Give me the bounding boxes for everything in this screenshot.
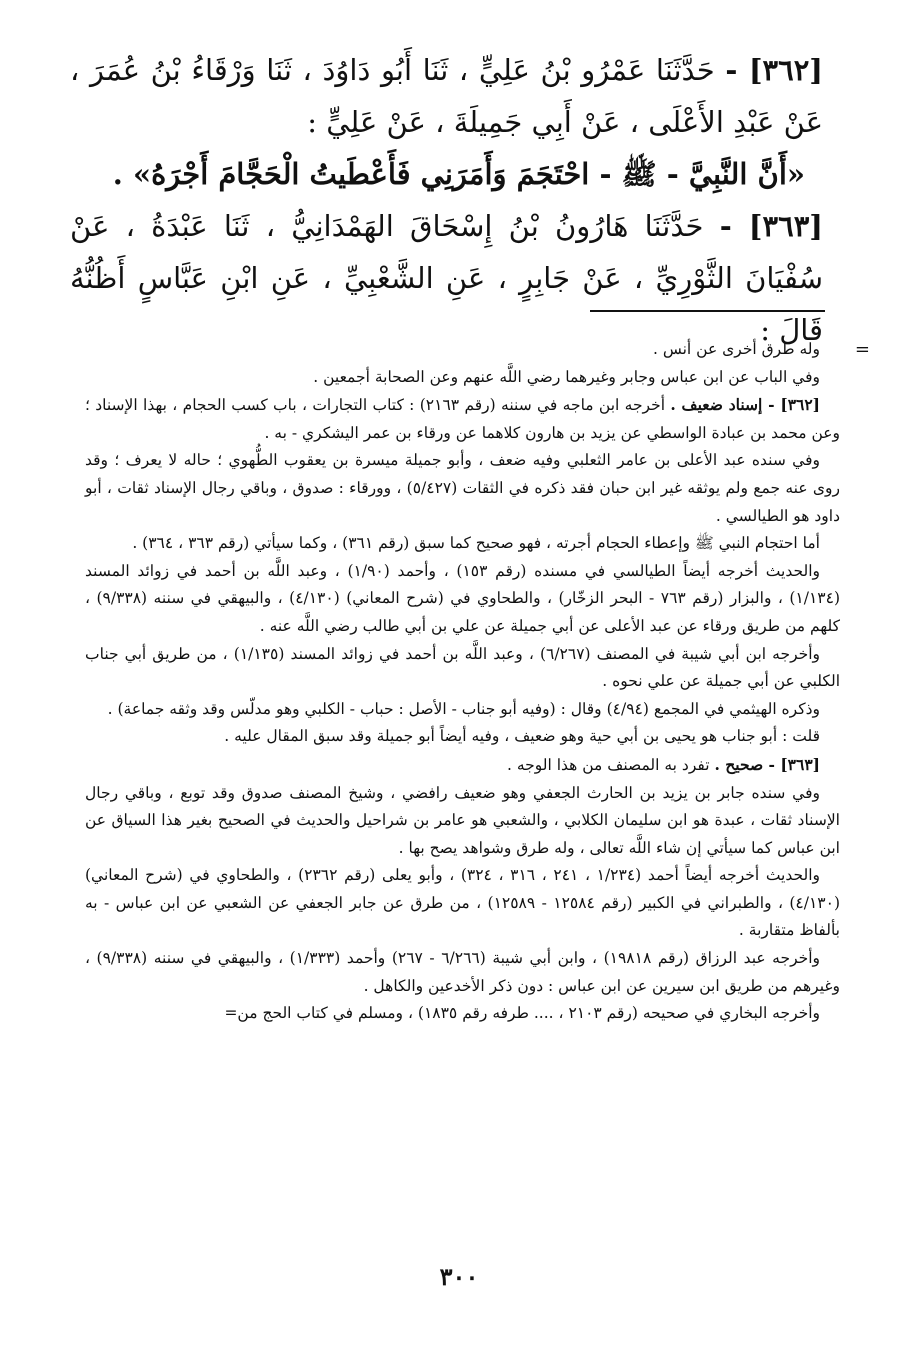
hadith-isnad: حَدَّثَنَا عَمْرُو بْنُ عَلِيٍّ ، ثَنَا أَبُو دَاوُدَ ، ثَنَا وَرْقَاءُ بْنُ عُمَرَ ، عَنْ عَبْدِ الأَعْلَى ، عَنْ أَبِي جَمِيلَةَ ، عَنْ عَلِيٍّ :: [70, 53, 823, 139]
footnote-paragraph: وذكره الهيثمي في المجمع (٤/٩٤) وقال : (وفيه أبو جناب - الأصل : حباب - الكلبي وهو مدلّس وقد وثقه جماعة) .: [107, 699, 820, 718]
footnote-paragraph: [85, 751, 840, 780]
footnote-text: أخرجه ابن ماجه في سننه (رقم ٢١٦٣) : كتاب التجارات ، باب كسب الحجام ، بهذا الإسناد ؛ وعن محمد بن عبادة الواسطي عن يزيد بن هارون كلاهما عن ورقاء بن عمر اليشكري - به .: [85, 396, 840, 442]
continuation-mark: =: [854, 339, 870, 360]
footnote-paragraph: وأخرجه ابن أبي شيبة في المصنف (٦/٢٦٧) ، وعبد اللَّه بن أحمد في زوائد المسند (١/١٣٥) ، من طريق أبي جناب الكلبي عن أبي جميلة عن علي نحوه .: [85, 644, 840, 691]
footnote-label: [٣٦٢] - إسناد ضعيف .: [670, 395, 821, 415]
footnote-paragraph: قلت : أبو جناب هو يحيى بن أبي حية وهو ضعيف ، وفيه أيضاً أبو جميلة وقد سبق المقال عليه .: [224, 727, 820, 746]
footnote-paragraph: أما احتجام النبي ﷺ وإعطاء الحجام أجرته ، فهو صحيح كما سبق (رقم ٣٦١) ، وكما سيأتي (رقم ٣٦٣ ، ٣٦٤) .: [132, 534, 820, 553]
hadith-number: [٣٦٢] -: [725, 53, 824, 87]
hadith-363: [70, 200, 823, 356]
hadith-matn: «أَنَّ النَّبِيَّ - ﷺ - احْتَجَمَ وَأَمَرَنِي فَأَعْطَيتُ الْحَجَّامَ أَجْرَهُ» .: [112, 157, 805, 191]
footnote-paragraph: وأخرجه عبد الرزاق (رقم ١٩٨١٨) ، وابن أبي شيبة (٦/٢٦٦ - ٢٦٧) وأحمد (١/٣٣٣) ، والبيهقي في سننه (٩/٣٣٨) ، وغيرهم من طريق ابن سيرين عن ابن عباس : دون ذكر الأخدعين والكاهل .: [85, 949, 840, 995]
page-number: ٣٠٠: [439, 1262, 479, 1291]
footnote-paragraph: والحديث أخرجه أيضاً أحمد (١/٢٣٤ ، ٢٤١ ، ٣١٦ ، ٣٢٤) ، وأبو يعلى (رقم ٢٣٦٢) ، والطحاوي في (شرح المعاني) (٤/١٣٠) ، والطبراني في الكبير (رقم ١٢٥٨٤ - ١٢٥٨٩) ، من طرق عن جابر الجعفي عن الشعبي عن ابن عباس - به بألفاظ متقاربة .: [85, 866, 840, 940]
footnote-paragraph: وأخرجه البخاري في صحيحه (رقم ٢١٠٣ ، .... طرفه رقم ١٨٣٥) ، ومسلم في كتاب الحج من=: [224, 1004, 820, 1023]
hadith-isnad: حَدَّثَنَا هَارُونُ بْنُ إِسْحَاقَ الهَمْدَانِيُّ ، ثَنَا عَبْدَةُ ، عَنْ سُفْيَانَ الثَّوْرِيِّ ، عَنْ جَابِرٍ ، عَنِ الشَّعْبِيِّ ، عَنِ ابْنِ عَبَّاسٍ أَظُنُّهُ قَالَ :: [70, 209, 823, 347]
footnote-paragraph: وفي سنده عبد الأعلى بن عامر الثعلبي وفيه ضعف ، وأبو جميلة ميسرة بن يعقوب الطُّهوي ؛ حاله لا يعرف ؛ وقد روى عنه جمع ولم يوثقه غير ابن حبان فقد ذكره في الثقات (٥/٤٢٧) ، وورقاء : صدوق ، وباقي رجال الإسناد ثقات ، أبو داود هو الطيالسي .: [85, 451, 841, 525]
footnote-divider: [590, 310, 825, 312]
footnote-paragraph: وفي الباب عن ابن عباس وجابر وغيرهما رضي اللَّه عنهم وعن الصحابة أجمعين .: [313, 367, 820, 386]
footnote-paragraph: [85, 391, 840, 447]
footnote-paragraph: وله طرق أخرى عن أنس .: [653, 340, 820, 358]
footnote-text: تفرد به المصنف من هذا الوجه .: [507, 755, 710, 774]
footnote-paragraph: وفي سنده جابر بن يزيد بن الحارث الجعفي وهو ضعيف رافضي ، وشيخ المصنف صدوق وقد توبع ، وباقي رجال الإسناد ثقات ، عبدة هو ابن سليمان الكلابي ، والشعبي هو عامر بن شراحيل والحديث في الصحيح بغير هذا السياق عن ابن عباس كما سيأتي إن شاء اللَّه تعالى ، وله طرق وشواهد يصح بها .: [85, 783, 840, 857]
footnote-paragraph: والحديث أخرجه أيضاً الطيالسي في مسنده (رقم ١٥٣) ، وأحمد (١/٩٠) ، وعبد اللَّه بن أحمد في زوائد المسند (١/١٣٤) ، والبزار (رقم ٧٦٣ - البحر الزخّار) ، والطحاوي في (شرح المعاني) (٤/١٣٠) ، والبيهقي في سننه (٩/٣٣٨) ، كلهم من طريق ورقاء عن عبد الأعلى عن أبي جميلة عن علي بن أبي طالب رضي اللَّه عنه .: [85, 561, 840, 635]
hadith-362: [70, 44, 823, 148]
footnotes: [85, 336, 870, 1028]
footnote-label: [٣٦٣] - صحيح .: [714, 754, 820, 774]
hadith-number: [٣٦٣] -: [719, 209, 824, 243]
